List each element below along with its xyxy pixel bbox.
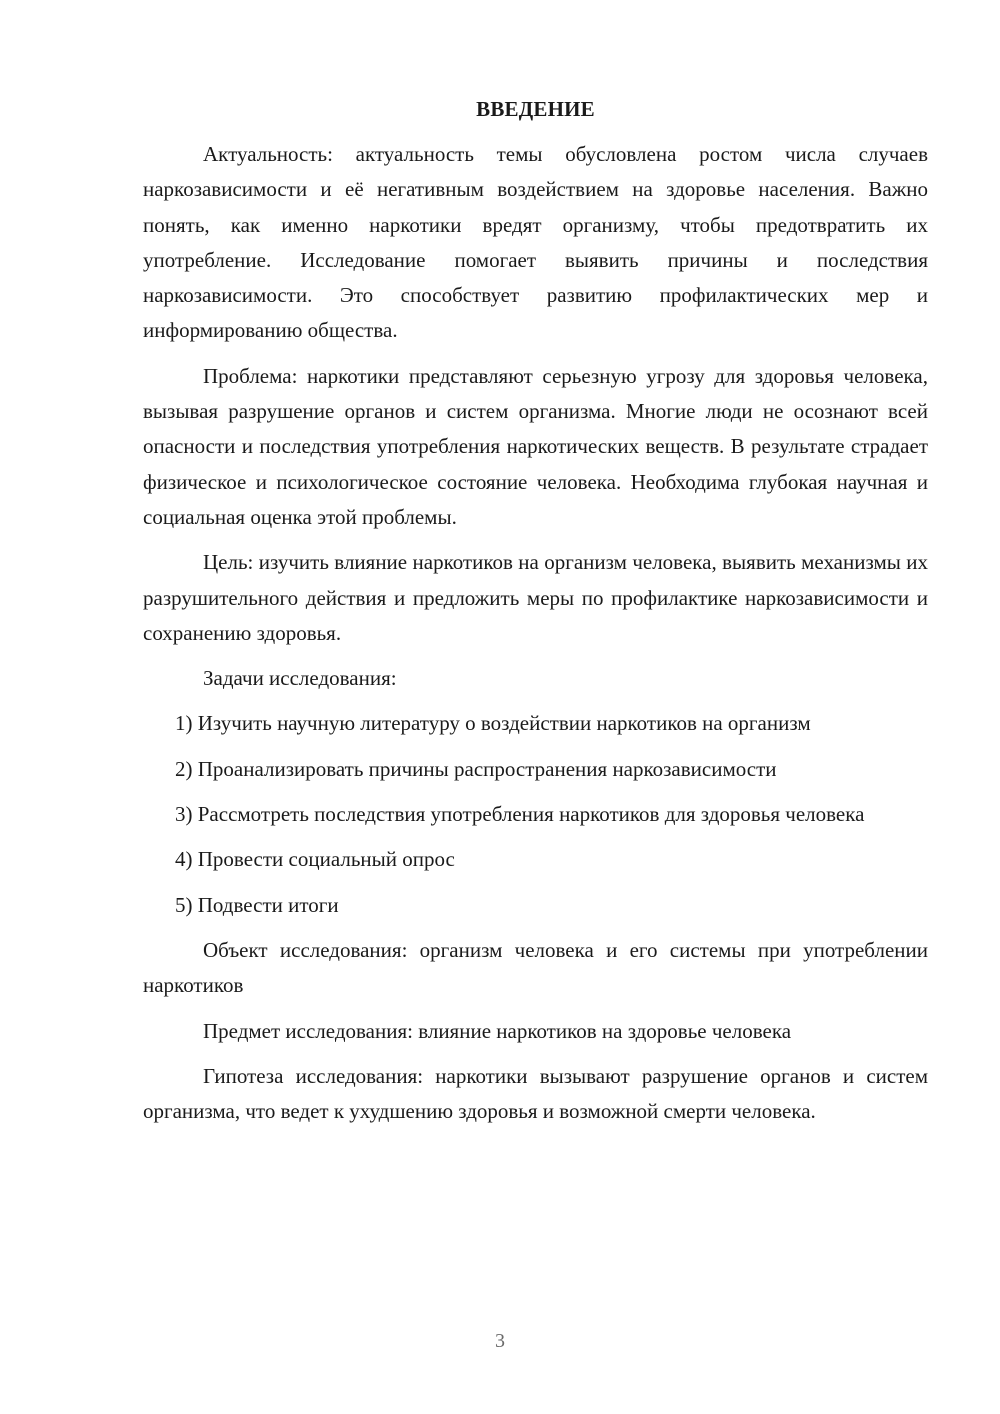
page-title: ВВЕДЕНИЕ [476, 97, 595, 121]
document-page [143, 92, 928, 1139]
task-item-1: 1) Изучить научную литературу о воздействии наркотиков на организм [175, 711, 811, 736]
object-paragraph: Объект исследования: организм человека и его системы при употреблении наркотиков [143, 937, 928, 998]
hypothesis-paragraph: Гипотеза исследования: наркотики вызывают разрушение органов и систем организма, что ведет к ухудшению здоровья и возможной смерти человека. [143, 1063, 928, 1124]
problem-paragraph: Проблема: наркотики представляют серьезную угрозу для здоровья человека, вызывая разрушение органов и систем организма. Многие люди не осознают всей опасности и последствия употребления наркотических веществ. В результате страдает физическое и психологическое состояние человека. Необходима глубокая научная и социальная оценка этой проблемы. [143, 363, 928, 529]
task-item-2: 2) Проанализировать причины распространения наркозависимости [175, 756, 777, 781]
task-item-4: 4) Провести социальный опрос [175, 847, 455, 872]
relevance-paragraph: Актуальность: актуальность темы обусловлена ростом числа случаев наркозависимости и её негативным воздействием на здоровье населения. Важно понять, как именно наркотики вредят организму, чтобы предотвратить их употребление. Исследование помогает выявить причины и последствия наркозависимости. Это способствует развитию профилактических мер и информированию общества. [143, 142, 928, 343]
goal-paragraph: Цель: изучить влияние наркотиков на организм человека, выявить механизмы их разрушительного действия и предложить меры по профилактике наркозависимости и сохранению здоровья. [143, 550, 928, 645]
task-item-5: 5) Подвести итоги [175, 892, 339, 917]
tasks-heading: Задачи исследования: [203, 666, 397, 691]
subject-paragraph: Предмет исследования: влияние наркотиков на здоровье человека [203, 1018, 792, 1043]
page-number: 3 [495, 1330, 505, 1352]
task-item-3: 3) Рассмотреть последствия употребления наркотиков для здоровья человека [175, 802, 865, 827]
